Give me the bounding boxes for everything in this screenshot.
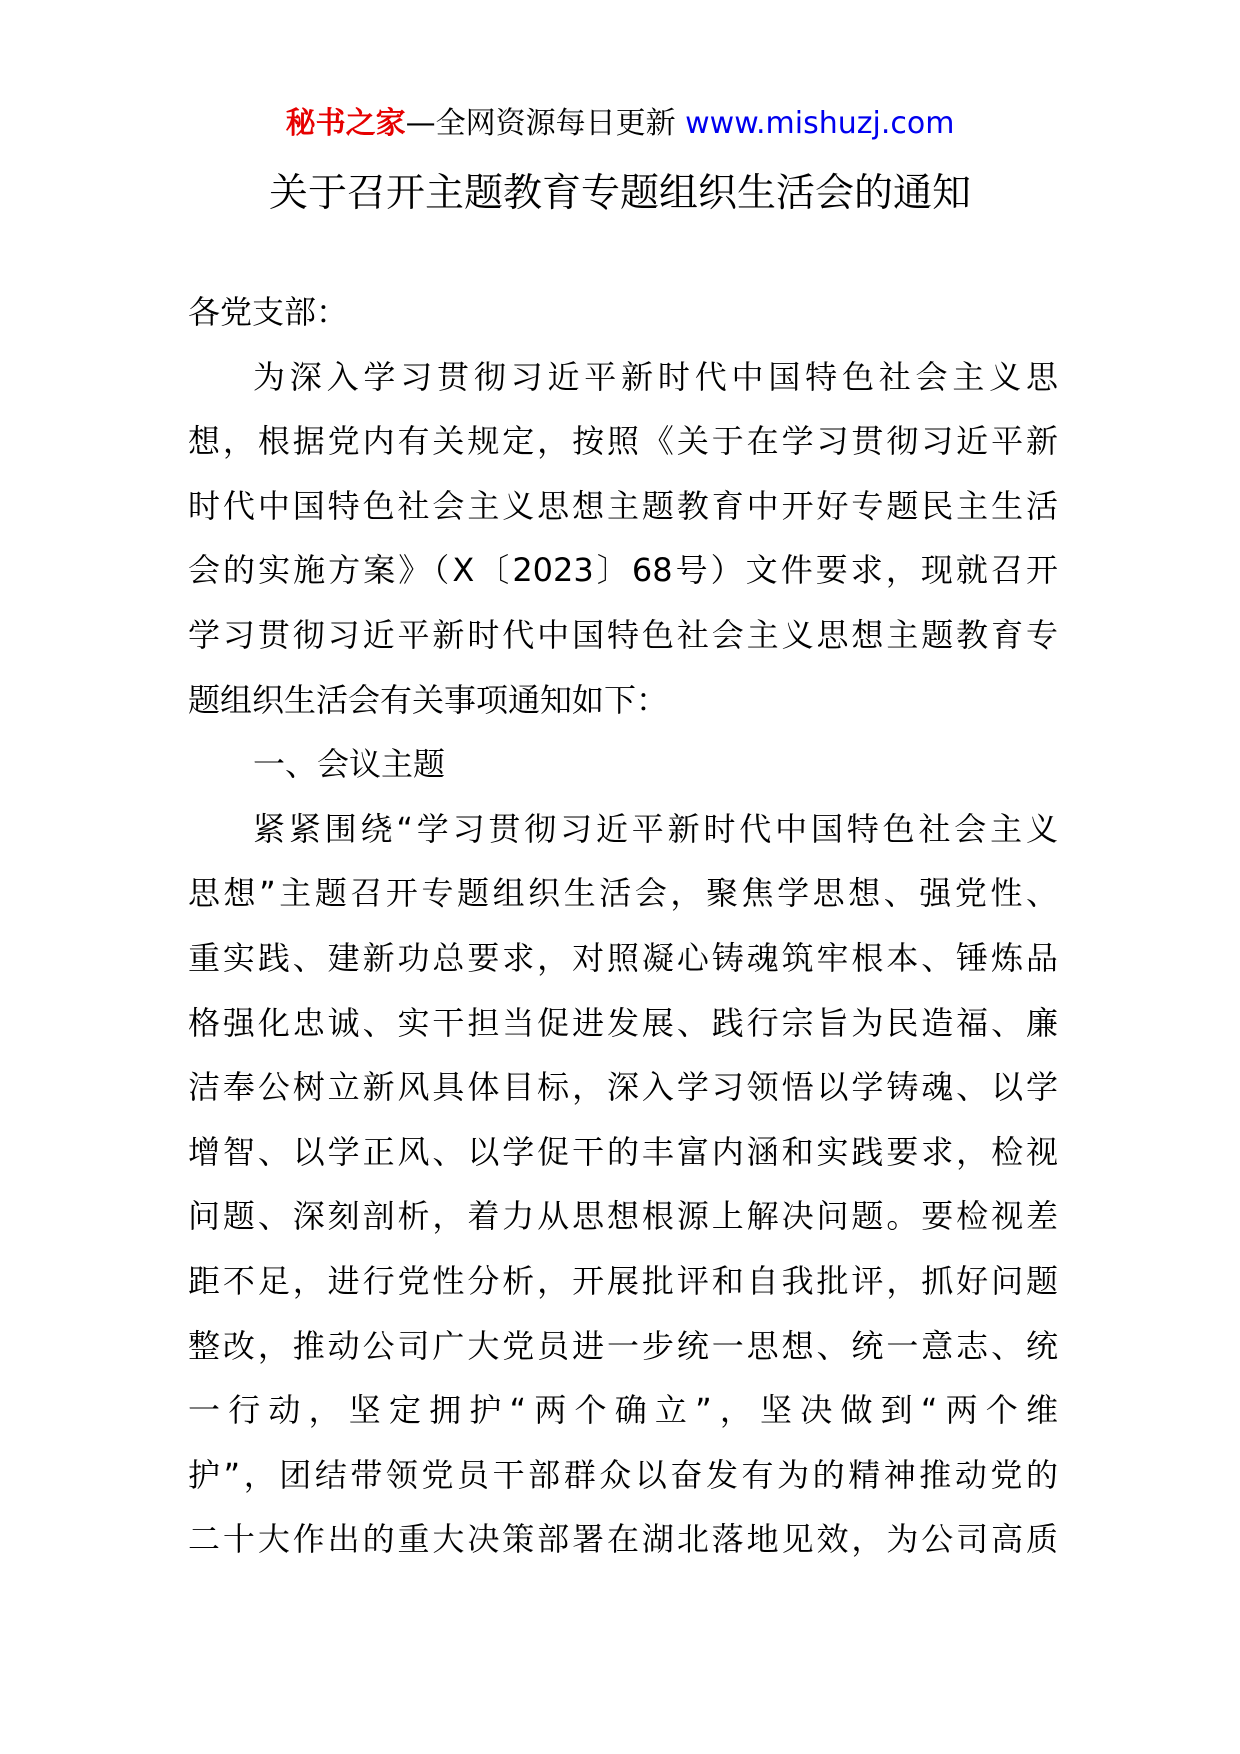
paragraph-line: 格强化忠诚、实干担当促进发展、践行宗旨为民造福、廉 bbox=[188, 1003, 1058, 1042]
header-slogan: —全网资源每日更新 bbox=[405, 106, 676, 141]
paragraph-line: 为深入学习贯彻习近平新时代中国特色社会主义思 bbox=[253, 357, 1058, 396]
paragraph-line: 整改，推动公司广大党员进一步统一思想、统一意志、统 bbox=[188, 1326, 1058, 1365]
paragraph-line: 学习贯彻习近平新时代中国特色社会主义思想主题教育专 bbox=[188, 615, 1058, 654]
brand-name: 秘书之家 bbox=[285, 106, 406, 141]
document-title: 关于召开主题教育专题组织生活会的通知 bbox=[268, 171, 971, 216]
site-url-link[interactable]: www.mishuzj.com bbox=[685, 106, 955, 141]
site-header bbox=[0, 104, 1240, 144]
salutation: 各党支部： bbox=[188, 293, 349, 331]
paragraph-line: 思想”主题召开专题组织生活会，聚焦学思想、强党性、 bbox=[188, 874, 1058, 913]
paragraph-line: 题组织生活会有关事项通知如下： bbox=[188, 680, 669, 719]
paragraph-line: 护”，团结带领党员干部群众以奋发有为的精神推动党的 bbox=[188, 1455, 1058, 1494]
paragraph-line: 会的实施方案》（X〔2023〕68号）文件要求，现就召开 bbox=[188, 551, 1058, 590]
paragraph-line: 紧紧围绕“学习贯彻习近平新时代中国特色社会主义 bbox=[253, 809, 1058, 848]
paragraph-line: 重实践、建新功总要求，对照凝心铸魂筑牢根本、锤炼品 bbox=[188, 938, 1058, 977]
paragraph-line: 二十大作出的重大决策部署在湖北落地见效，为公司高质 bbox=[188, 1520, 1058, 1559]
section-heading: 一、会议主题 bbox=[253, 745, 446, 784]
paragraph-line: 距不足，进行党性分析，开展批评和自我批评，抓好问题 bbox=[188, 1261, 1058, 1300]
document-body bbox=[188, 292, 1058, 1584]
paragraph-line: 洁奉公树立新风具体目标，深入学习领悟以学铸魂、以学 bbox=[188, 1068, 1058, 1107]
paragraph-line: 时代中国特色社会主义思想主题教育中开好专题民主生活 bbox=[188, 486, 1058, 525]
paragraph-line: 增智、以学正风、以学促干的丰富内涵和实践要求，检视 bbox=[188, 1132, 1058, 1171]
paragraph-line: 问题、深刻剖析，着力从思想根源上解决问题。要检视差 bbox=[188, 1197, 1058, 1236]
paragraph-line: 想，根据党内有关规定，按照《关于在学习贯彻习近平新 bbox=[188, 422, 1058, 461]
paragraph-line: 一行动，坚定拥护“两个确立”，坚决做到“两个维 bbox=[188, 1391, 1058, 1430]
